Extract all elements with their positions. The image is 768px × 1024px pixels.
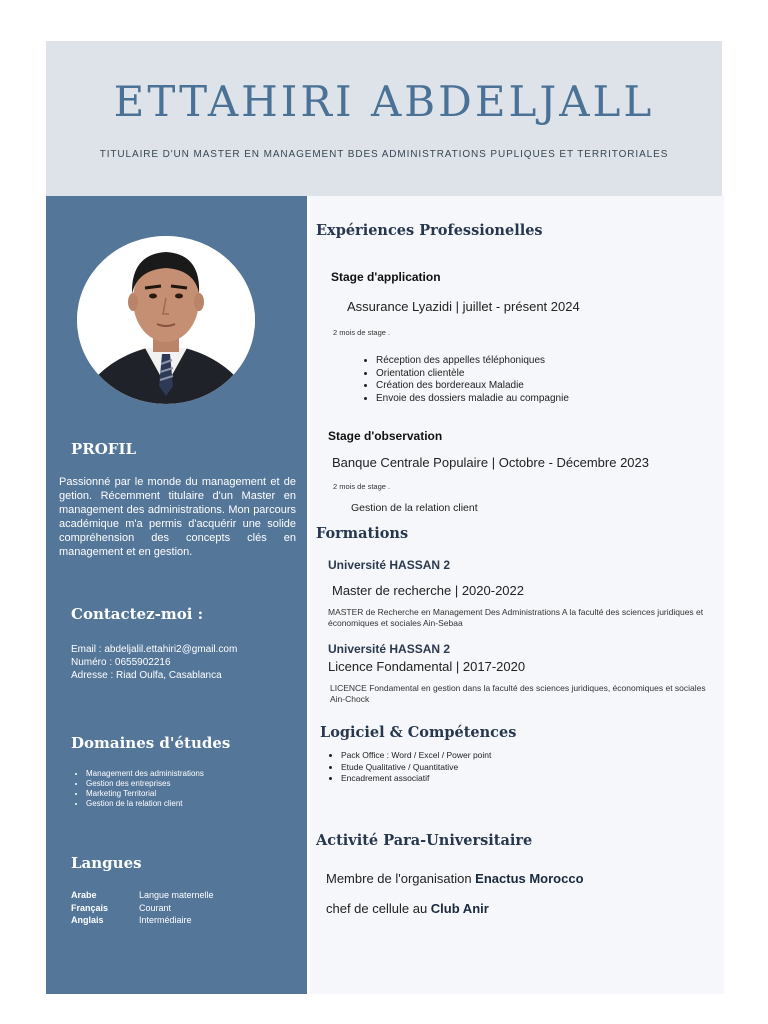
list-item: • Pack Office : Word / Excel / Power point (341, 750, 491, 762)
lang-level: Langue maternelle (139, 890, 214, 900)
domaines-heading: Domaines d'études (71, 734, 231, 752)
stage1-company: Assurance Lyazidi | juillet - présent 2024 (347, 299, 580, 314)
list-item: • Création des bordereaux Maladie (376, 380, 569, 393)
stage2-duration: 2 mois de stage . (333, 482, 391, 491)
skills-heading: Logiciel & Compétences (320, 724, 517, 741)
stage2-task: Gestion de la relation client (351, 502, 478, 514)
list-item: • Management des administrations (86, 769, 204, 779)
formation1-university: Université HASSAN 2 (328, 558, 451, 572)
formation1-degree: Master de recherche | 2020-2022 (332, 583, 524, 598)
lang-row (71, 902, 214, 915)
person-name: ETTAHIRI ABDELJALL (113, 77, 655, 126)
contact-address: Adresse : Riad Oulfa, Casablanca (71, 670, 222, 681)
langues-list (71, 889, 214, 927)
formation2-desc: LICENCE Fondamental en gestion dans la faculté des sciences juridiques, économiques et sociales Ain-Chock (330, 683, 706, 704)
lang-level: Courant (139, 902, 172, 913)
contact-email[interactable]: Email : abdeljalil.ettahiri2@gmail.com (71, 644, 238, 655)
main-column (310, 196, 724, 994)
langues-heading: Langues (71, 854, 142, 872)
activity-1 (326, 871, 584, 886)
formations-heading: Formations (316, 525, 409, 542)
formation1-desc: MASTER de Recherche en Management Des Administrations A la faculté des sciences juridiques et économiques et sociales Ain-Sebaa (328, 607, 704, 628)
profile-text: Passionné par le monde du management et de getion. Récemment titulaire d'un Master en management des administrations. Mon parcours académique m'a permis d'acquérir une solide compréhension des concepts clés en management et en gestion. (59, 476, 296, 558)
stage2-title: Stage d'observation (328, 429, 443, 443)
lang-name: Anglais (71, 915, 104, 925)
activities-heading: Activité Para-Universitaire (316, 832, 533, 849)
lang-name: Français (71, 902, 109, 913)
experiences-heading: Expériences Professionelles (316, 222, 543, 239)
stage1-title: Stage d'application (331, 270, 441, 284)
list-item: • Réception des appelles téléphoniques (376, 355, 569, 368)
contact-block (71, 643, 237, 682)
activity-1-text: Membre de l'organisation (326, 871, 476, 886)
list-item: • Envoie des dossiers maladie au compagnie (376, 393, 569, 406)
lang-row (71, 889, 214, 902)
skills-list (327, 750, 491, 785)
stage2-company: Banque Centrale Populaire | Octobre - Décembre 2023 (332, 455, 650, 470)
formation2-degree: Licence Fondamental | 2017-2020 (328, 659, 526, 674)
contact-heading: Contactez-moi : (71, 605, 204, 623)
profile-heading: PROFIL (71, 440, 137, 458)
activity-1-org: Enactus Morocco (475, 871, 584, 886)
list-item: • Orientation clientèle (376, 368, 569, 381)
sidebar (46, 196, 307, 994)
list-item: • Encadrement associatif (341, 773, 491, 785)
list-item: • Etude Qualitative / Quantitative (341, 762, 491, 774)
activity-2-org: Club Anir (430, 901, 489, 916)
header-banner (46, 41, 722, 196)
activity-2 (326, 901, 489, 916)
list-item: • Marketing Territorial (86, 789, 204, 799)
domaines-list (71, 769, 204, 809)
profile-photo (77, 236, 255, 404)
stage1-tasks (362, 355, 569, 405)
lang-level: Intermédiaire (139, 915, 192, 925)
job-subtitle: TITULAIRE D'UN MASTER EN MANAGEMENT BDES ADMINISTRATIONS PUPLIQUES ET TERRITORIALES (99, 149, 669, 160)
activity-2-text: chef de cellule au (326, 901, 431, 916)
list-item: • Gestion des entreprises (86, 779, 204, 789)
lang-row (71, 914, 214, 927)
stage1-duration: 2 mois de stage . (333, 328, 391, 337)
formation2-university: Université HASSAN 2 (328, 642, 451, 656)
lang-name: Arabe (71, 890, 97, 900)
list-item: • Gestion de la relation client (86, 799, 204, 809)
contact-phone: Numéro : 0655902216 (71, 657, 171, 668)
